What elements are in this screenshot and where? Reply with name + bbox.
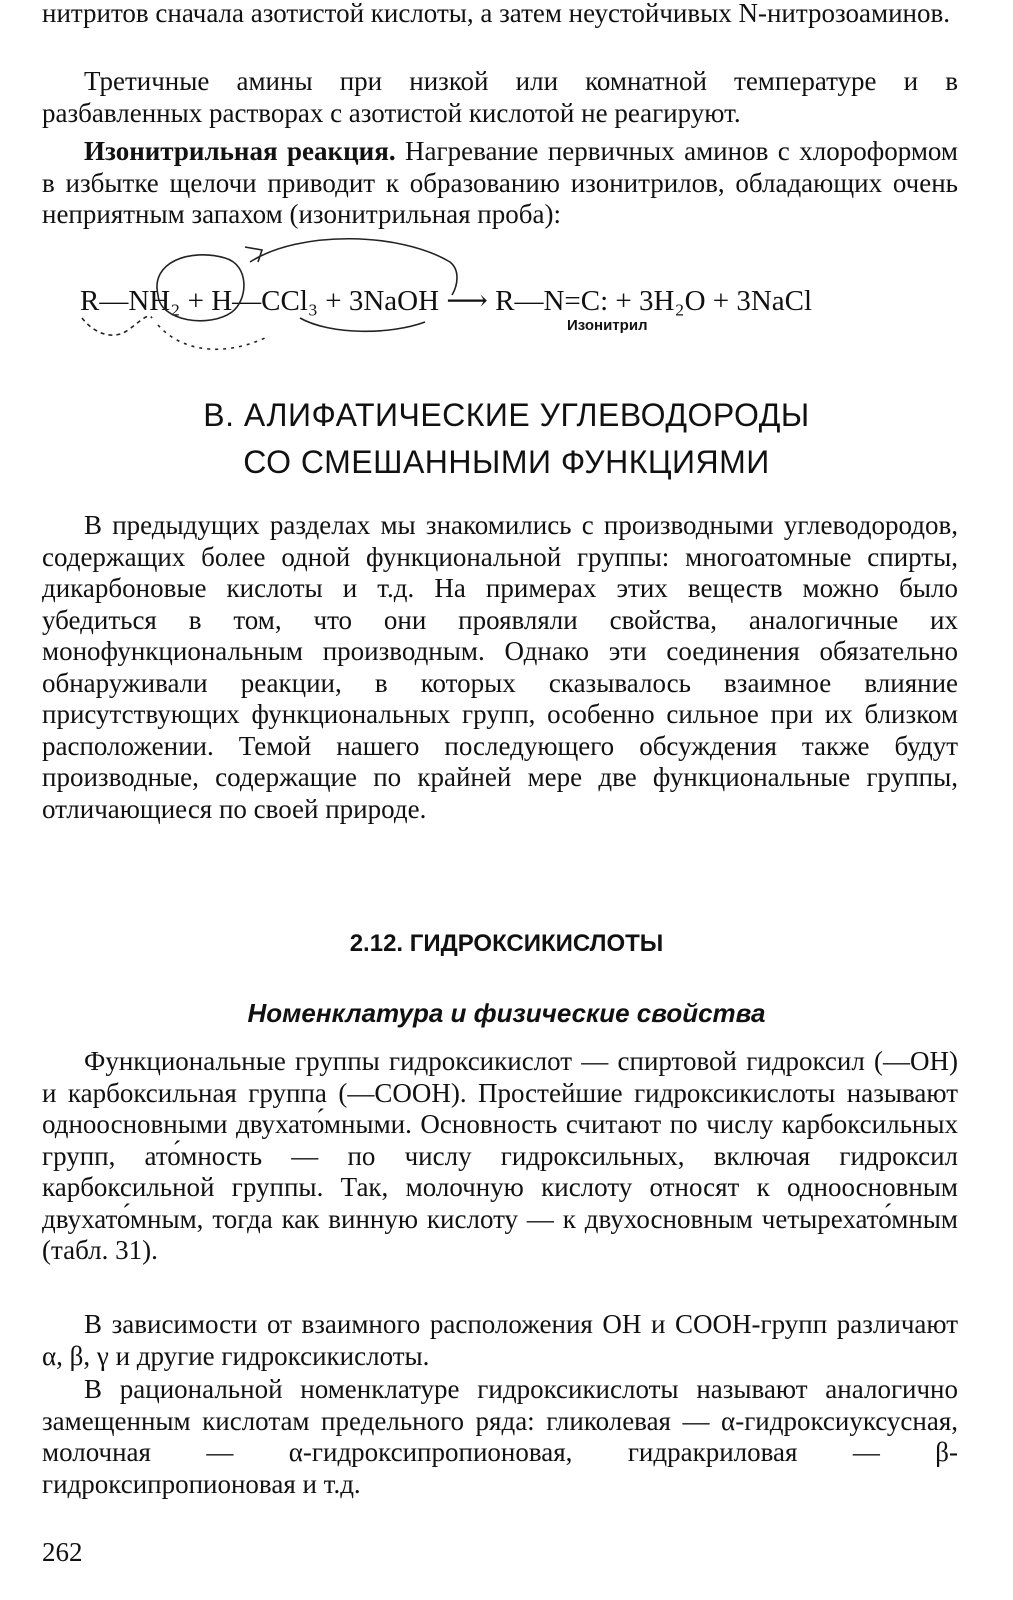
paragraph-mixed-functions bbox=[42, 510, 958, 825]
equation-caption: Изонитрил bbox=[567, 317, 648, 334]
paragraph-functional-groups bbox=[42, 1046, 958, 1267]
reaction-name: Изонитрильная реакция. bbox=[84, 136, 396, 166]
section-title-line-2: СО СМЕШАННЫМИ ФУНКЦИЯМИ bbox=[243, 444, 770, 480]
page-number: 262 bbox=[42, 1537, 83, 1567]
subsection-title: Номенклатура и физические свойства bbox=[247, 998, 766, 1028]
paragraph-continued: нитритов сначала азотистой кислоты, а затем неустойчивых N-нитрозоаминов. bbox=[42, 0, 950, 28]
paragraph-tertiary-amines bbox=[42, 66, 958, 129]
paragraph-text: В рациональной номенклатуре гидроксикислоты называют аналогично замещенным кислотам предельного ряда: гликолевая — α-гидроксиуксусная, молочная — α-гидроксипропионовая, гидракриловая — β-гидроксипропионовая и т.д. bbox=[42, 1374, 958, 1499]
paragraph-text: Нагревание первичных аминов с хлороформом в избытке щелочи приводит к образованию изонитрилов, обладающих очень неприятным запахом (изонитрильная проба): bbox=[42, 136, 958, 229]
chemical-equation bbox=[80, 283, 960, 343]
paragraph-text: В предыдущих разделах мы знакомились с производными углеводородов, содержащих более одной функциональной группы: многоатомные спирты, дикарбоновые кислоты и т.д. На примерах этих веществ можно было убедиться в том, что они проявляли свойства, аналогичные их монофункциональным производным. Однако эти соединения обязательно обнаруживали реакции, в которых сказывалось взаимное влияние присутствующих функциональных групп, особенно сильное при их близком расположении. Темой нашего последующего обсуждения также будут производные, содержащие по крайней мере две функциональные группы, отличающиеся по своей природе. bbox=[42, 510, 958, 824]
paragraph-text: В зависимости от взаимного расположения OH и COOH-групп различают α, β, γ и другие гидроксикислоты. bbox=[42, 1309, 958, 1371]
chapter-title: 2.12. ГИДРОКСИКИСЛОТЫ bbox=[349, 930, 664, 957]
paragraph-rational-nomenclature bbox=[42, 1374, 958, 1500]
paragraph-text: Функциональные группы гидроксикислот — спиртовой гидроксил (—OH) и карбоксильная группа (—COOH). Простейшие гидроксикислоты называют одноосновными двухато́мными. Основность считают по числу карбоксильных групп, ато́мность — по числу гидроксильных, включая гидроксил карбоксильной группы. Так, молочную кислоту относят к одноосновным двухато́мным, тогда как винную кислоту — к двухосновным четырехато́мным (табл. 31). bbox=[42, 1046, 958, 1265]
paragraph-alpha-beta-gamma bbox=[42, 1309, 958, 1372]
equation-line: R—NH₂ + H—CCl₃ + 3NaOH ⟶ R—N=C: + 3H₂O + 3NaCl bbox=[80, 285, 813, 317]
paragraph-isonitrile-reaction bbox=[42, 136, 958, 231]
section-title-line-1: В. АЛИФАТИЧЕСКИЕ УГЛЕВОДОРОДЫ bbox=[203, 397, 810, 433]
paragraph-text: Третичные амины при низкой или комнатной температуре и в разбавленных растворах с азотистой кислотой не реагируют. bbox=[42, 66, 958, 128]
